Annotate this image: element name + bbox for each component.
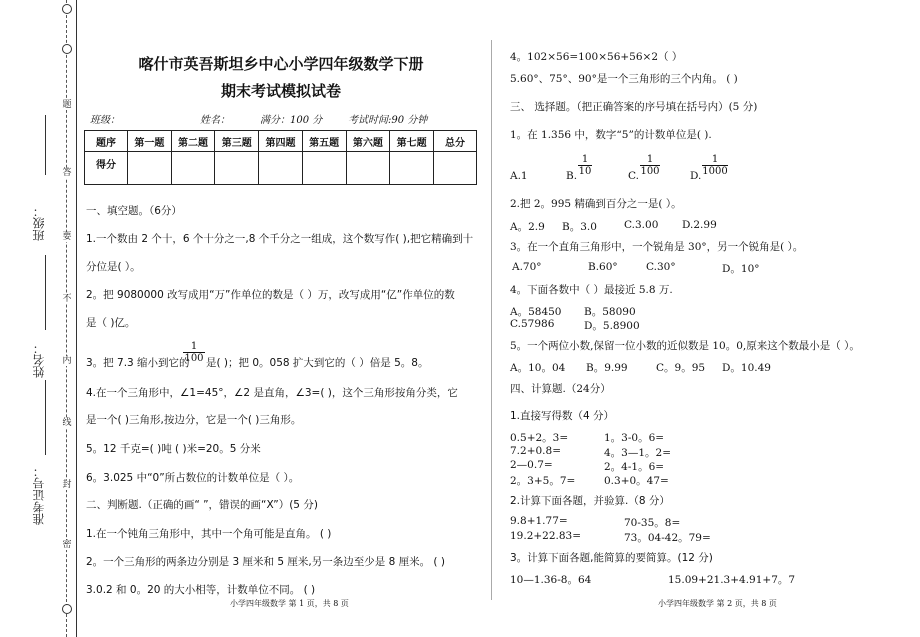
score-row-label: 得分 xyxy=(85,152,128,185)
choice-3-option-a: A.70° xyxy=(512,261,542,273)
choice-3: 3。在一个直角三角形中，一个锐角是 30°，另一个锐角是( ）。 xyxy=(510,241,804,253)
score-cell[interactable] xyxy=(434,152,477,185)
judge-1: 1.在一个钝角三角形中，其中一个角可能是直角。 ( ) xyxy=(86,528,332,540)
score-header: 第五题 xyxy=(302,131,346,152)
seal-char: 答 xyxy=(62,168,72,178)
choice-5-option-d: D。10.49 xyxy=(722,362,771,374)
judge-4: 4。102×56=100×56+56×2（ ） xyxy=(510,51,683,63)
choice-4-option-c: C.57986 xyxy=(510,318,555,330)
left-page xyxy=(82,0,480,637)
choice-1-option-c: C. xyxy=(628,170,639,182)
calc-item: 0.3+0。47= xyxy=(604,475,669,487)
question-6: 6。3.025 中“0”所占数位的计数单位是（ ）。 xyxy=(86,472,300,484)
choice-4-option-d: D。5.8900 xyxy=(584,320,640,332)
choice-5-option-a: A。10。04 xyxy=(510,362,566,374)
score-cell[interactable] xyxy=(390,152,434,185)
calc-part-3: 3。计算下面各题,能简算的要简算。(12 分) xyxy=(510,552,713,564)
class-blank xyxy=(45,115,46,175)
exam-id-label: 准考证号： xyxy=(32,465,46,525)
choice-3-option-c: C.30° xyxy=(646,261,676,273)
choice-2-option-b: B。3.0 xyxy=(562,221,597,233)
choice-1-option-a: A.1 xyxy=(510,170,528,182)
section-true-false: 二、判断题.（正确的画“ ”，错误的画“X”）(5 分) xyxy=(86,499,318,511)
question-2: 2。把 9080000 改写成用“万”作单位的数是（ ）万，改写成用“亿”作单位的数 xyxy=(86,289,455,301)
seal-char: 内 xyxy=(62,356,72,366)
calc-item: 2。4-1。6= xyxy=(604,461,665,473)
exam-time: 考试时间:90 分钟 xyxy=(348,115,428,126)
judge-5: 5.60°、75°、90°是一个三角形的三个内角。 ( ) xyxy=(510,73,738,85)
calc-part-2: 2.计算下面各题，并验算.（8 分） xyxy=(510,495,670,507)
choice-1-option-d: D. xyxy=(690,170,702,182)
seal-char: 封 xyxy=(62,480,72,490)
seal-char: 题 xyxy=(62,100,72,110)
binding-hole xyxy=(62,604,72,614)
calc-item: 7.2+0.8= xyxy=(510,445,561,457)
question-1-cont: 分位是( ）。 xyxy=(86,261,141,273)
choice-4-option-b: B。58090 xyxy=(584,306,636,318)
question-4-cont: 是一个( )三角形,按边分，它是一个( )三角形。 xyxy=(86,414,302,426)
calc-part-1: 1.直接写得数（4 分） xyxy=(510,410,615,422)
section-calculation: 四、计算题.（24分） xyxy=(510,383,611,395)
class-field: 班级： xyxy=(90,115,120,126)
name-blank xyxy=(45,255,46,330)
score-header: 第二题 xyxy=(171,131,215,152)
seal-char: 要 xyxy=(62,232,72,242)
choice-1-option-b: B. xyxy=(566,170,578,182)
choice-4: 4。下面各数中（ ）最接近 5.8 万. xyxy=(510,284,673,296)
calc-item: 1。3-0。6= xyxy=(604,432,665,444)
choice-4-option-a: A。58450 xyxy=(510,306,562,318)
score-cell[interactable] xyxy=(302,152,346,185)
name-field: 姓名： xyxy=(200,115,230,126)
calc-item: 73。04-42。79= xyxy=(624,532,711,544)
score-header: 第四题 xyxy=(259,131,303,152)
page-footer-1: 小学四年级数学 第 1 页，共 8 页 xyxy=(230,599,349,608)
right-page xyxy=(508,0,908,637)
calc-item: 2—0.7= xyxy=(510,459,553,471)
question-2-cont: 是（ )亿。 xyxy=(86,317,136,329)
question-5: 5。12 千克=( )吨 ( )米=20。5 分米 xyxy=(86,443,261,455)
question-3-pre: 3。把 7.3 缩小到它的 xyxy=(86,357,190,369)
calc-item: 2。3+5。7= xyxy=(510,475,576,487)
calc-item: 19.2+22.83= xyxy=(510,530,582,542)
choice-5-option-c: C。9。95 xyxy=(656,362,706,374)
binding-margin xyxy=(0,0,80,637)
exam-title: 喀什市英吾斯坦乡中心小学四年级数学下册 xyxy=(138,55,424,73)
choice-3-option-b: B.60° xyxy=(588,261,618,273)
choice-2: 2.把 2。995 精确到百分之一是( ）。 xyxy=(510,198,682,210)
choice-2-option-c: C.3.00 xyxy=(624,219,659,231)
question-4: 4.在一个三角形中，∠1=45°，∠2 是直角，∠3=( )，这个三角形按角分类，它 xyxy=(86,387,458,399)
section-choice: 三、 选择题。（把正确答案的序号填在括号内）(5 分) xyxy=(510,101,758,113)
binding-hole xyxy=(62,4,72,14)
choice-1: 1。在 1.356 中，数字“5”的计数单位是( ). xyxy=(510,129,712,141)
score-header: 第一题 xyxy=(128,131,172,152)
judge-3: 3.0.2 和 0。20 的大小相等，计数单位不同。 ( ) xyxy=(86,584,316,596)
fraction-one-hundredth: $\frac{1}{100}$ xyxy=(184,341,204,364)
score-header: 第六题 xyxy=(346,131,390,152)
full-score: 满分：100 分 xyxy=(260,115,323,126)
score-cell[interactable] xyxy=(128,152,172,185)
score-header: 总分 xyxy=(434,131,477,152)
score-cell[interactable] xyxy=(346,152,390,185)
score-cell[interactable] xyxy=(171,152,215,185)
score-table xyxy=(84,130,477,185)
fraction-hundredth: $\frac{1}{100}$ xyxy=(640,154,660,177)
question-3-post: 是( )；把 0。058 扩大到它的（ ）倍是 5。8。 xyxy=(206,357,429,369)
calc-item: 15.09+21.3+4.91+7。7 xyxy=(668,574,796,586)
choice-5-option-b: B。9.99 xyxy=(586,362,628,374)
binding-hole xyxy=(62,44,72,54)
fraction-thousandth: $\frac{1}{1000}$ xyxy=(702,154,728,177)
id-blank xyxy=(45,380,46,455)
score-header: 第七题 xyxy=(390,131,434,152)
seal-char: 线 xyxy=(62,418,72,428)
choice-3-option-d: D。10° xyxy=(722,263,760,275)
score-cell[interactable] xyxy=(215,152,259,185)
name-label: 姓名： xyxy=(32,342,46,378)
fraction-tenth: $\frac{1}{10}$ xyxy=(578,154,592,177)
judge-2: 2。一个三角形的两条边分别是 3 厘米和 5 厘米,另一条边至少是 8 厘米。 ( ) xyxy=(86,556,445,568)
question-1: 1.一个数由 2 个十，6 个十分之一,8 个千分之一组成，这个数写作( ),把它精确到十 xyxy=(86,233,474,245)
section-fill-blank: 一、填空题。（6分） xyxy=(86,205,182,217)
calc-item: 0.5+2。3= xyxy=(510,432,569,444)
page-footer-2: 小学四年级数学 第 2 页，共 8 页 xyxy=(658,599,777,608)
calc-item: 4。3—1。2= xyxy=(604,447,672,459)
seal-char: 不 xyxy=(62,294,72,304)
score-header: 题序 xyxy=(85,131,128,152)
calc-item: 70-35。8= xyxy=(624,517,681,529)
seal-char: 密 xyxy=(62,540,72,550)
exam-subtitle: 期末考试模拟试卷 xyxy=(220,82,341,100)
calc-item: 9.8+1.77= xyxy=(510,515,568,527)
choice-2-option-d: D.2.99 xyxy=(682,219,717,231)
margin-rule xyxy=(76,0,77,637)
score-header: 第三题 xyxy=(215,131,259,152)
class-label: 班级： xyxy=(32,205,46,241)
choice-5: 5。一个两位小数,保留一位小数的近似数是 10。0,原来这个数最小是（ ）。 xyxy=(510,340,860,352)
page-divider xyxy=(491,40,492,600)
choice-2-option-a: A。2.9 xyxy=(510,221,545,233)
calc-item: 10—1.36-8。64 xyxy=(510,574,592,586)
score-cell[interactable] xyxy=(259,152,303,185)
